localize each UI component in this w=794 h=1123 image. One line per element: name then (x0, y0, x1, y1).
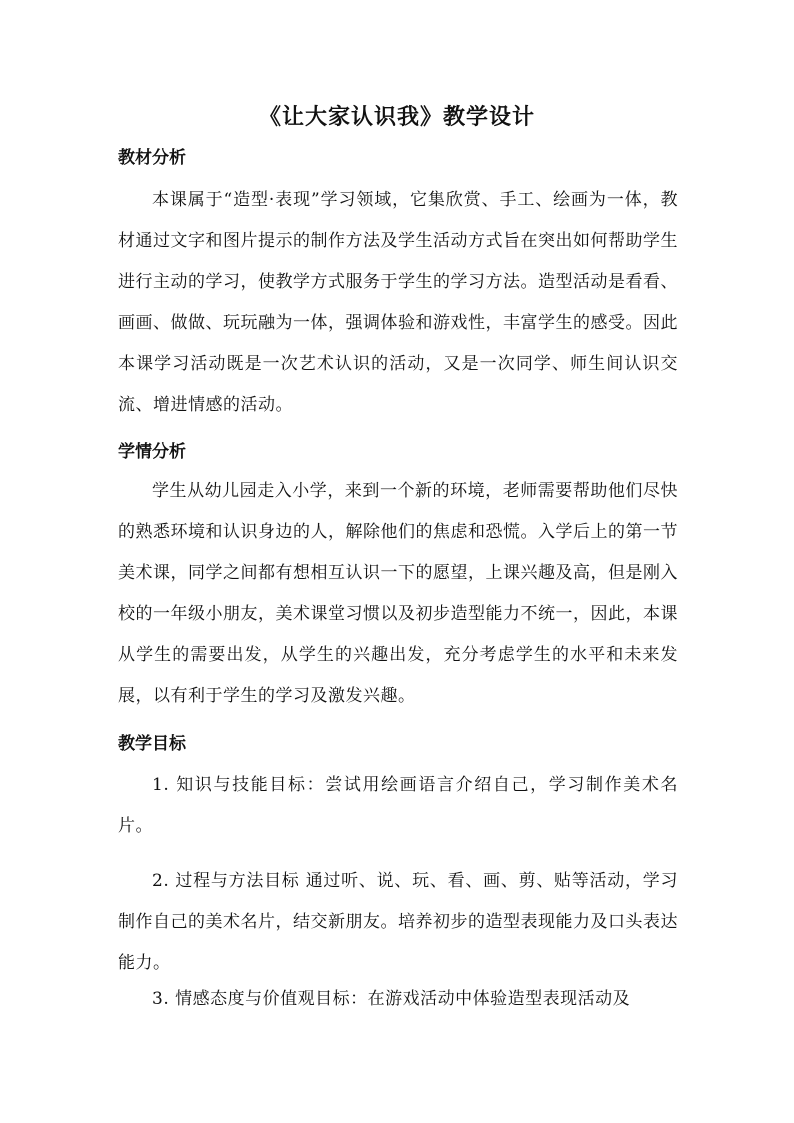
section-heading-teaching-objectives: 教学目标 (118, 734, 186, 754)
objective-knowledge-skills: 1. 知识与技能目标：尝试用绘画语言介绍自己，学习制作美术名片。 (118, 775, 678, 836)
section-heading-textbook-analysis: 教材分析 (118, 148, 186, 168)
objective-process-methods: 2. 过程与方法目标 通过听、说、玩、看、画、剪、贴等活动，学习制作自己的美术名片，结交新朋友。培养初步的造型表现能力及口头表达能力。 (118, 871, 678, 973)
paragraph-textbook-analysis: 本课属于“造型·表现”学习领域，它集欣赏、手工、绘画为一体，教材通过文字和图片提示的制作方法及学生活动方式旨在突出如何帮助学生进行主动的学习，使教学方式服务于学生的学习方法。造型活动是看看、画画、做做、玩玩融为一体，强调体验和游戏性，丰富学生的感受。因此本课学习活动既是一次艺术认识的活动，又是一次同学、师生间认识交流、增进情感的活动。 (118, 190, 678, 415)
section-heading-learner-analysis: 学情分析 (118, 442, 186, 462)
objective-emotion-values: 3. 情感态度与价值观目标：在游戏活动中体验造型表现活动及 (152, 989, 631, 1009)
paragraph-learner-analysis: 学生从幼儿园走入小学，来到一个新的环境，老师需要帮助他们尽快的熟悉环境和认识身边的人，解除他们的焦虑和恐慌。入学后上的第一节美术课，同学之间都有想相互认识一下的愿望，上课兴趣及高，但是刚入校的一年级小朋友，美术课堂习惯以及初步造型能力不统一，因此，本课从学生的需要出发，从学生的兴趣出发，充分考虑学生的水平和未来发展，以有利于学生的学习及激发兴趣。 (118, 481, 678, 706)
page-title: 《让大家认识我》教学设计 (258, 105, 535, 130)
